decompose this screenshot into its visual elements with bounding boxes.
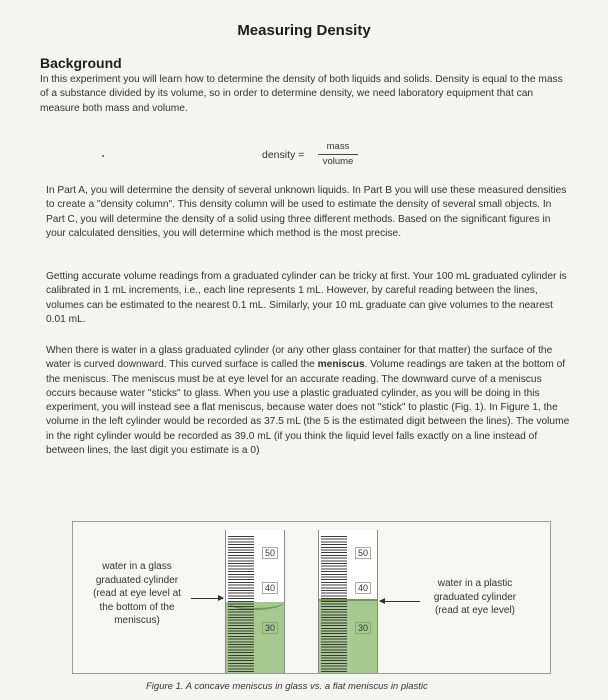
glass-cylinder-label: water in a glass graduated cylinder (read at eye level at the bottom of the meniscus) [93,561,181,626]
stray-dot [102,155,104,157]
intro-paragraph: In this experiment you will learn how to determine the density of both liquids and solids. Density is equal to the mass of a substance divided by its volume, so in order to determine density, we need laboratory equipment that can measure both mass and volume. [40,74,563,114]
cylinder-paragraph: Getting accurate volume readings from a graduated cylinder can be tricky at first. Your 100 mL graduated cylinder is calibrated in 1 mL increments, i.e., each line represents 1 mL. However, by careful reading between the lines, volumes can be estimated to the nearest 0.1 mL. Similarly, your 10 mL graduate can give volumes to the nearest 0.01 mL. [46,271,567,325]
formula-fraction [318,141,358,168]
parts-paragraph: In Part A, you will determine the density of several unknown liquids. In Part B you will use these measured densities to create a "density column". This density column will be used to estimate the density of several small objects. In Part C, you will determine the density of a solid using three different methods. Based on the significant figures in your calculated densities, you will determine which method is the most precise. [46,185,567,239]
mark-30: 30 [355,622,371,634]
figure-1 [72,521,551,674]
formula-numerator: mass [326,141,350,152]
mark-40: 40 [262,582,278,594]
arrow-left-icon [380,601,420,602]
glass-cylinder [225,530,285,673]
mark-50: 50 [355,547,371,559]
meniscus-paragraph [46,344,570,458]
graduation-ticks [321,536,347,672]
plastic-cylinder [318,530,378,673]
page-title: Measuring Density [237,22,371,39]
mark-30: 30 [262,622,278,634]
mark-50: 50 [262,547,278,559]
meniscus-term: meniscus [317,359,365,371]
mark-40: 40 [355,582,371,594]
formula-lhs: density = [262,149,305,161]
formula-denominator: volume [322,156,354,167]
arrow-right-icon [191,598,223,599]
fraction-bar [318,154,358,155]
figure-caption: Figure 1. A concave meniscus in glass vs. a flat meniscus in plastic [146,681,428,692]
meniscus-text-2: . Volume readings are taken at the bottom of the meniscus. The meniscus must be at eye level for an accurate reading. The downward curve of a meniscus occurs because water "sticks" to glass. When you use a plastic graduated cylinder, as you will be doing in this experiment, you will instead see a flat meniscus, because water does not "stick" to plastic (Fig. 1). In Figure 1, the volume in the left cylinder would be recorded as 37.5 mL (the 5 is the estimated digit between the lines). The volume in the right cylinder would be recorded as 39.0 mL (if you think the liquid level falls exactly on a line instead of between lines, the last digit you estimate is a 0) [46,359,570,457]
meniscus-text-1: When there is water in a glass graduated cylinder (or any other glass container for that matter) the surface of the water is curved downward. This curved surface is called the [46,345,553,371]
section-heading-background: Background [40,55,122,71]
graduation-ticks [228,536,254,672]
plastic-cylinder-label: water in a plastic graduated cylinder (read at eye level) [433,578,517,616]
